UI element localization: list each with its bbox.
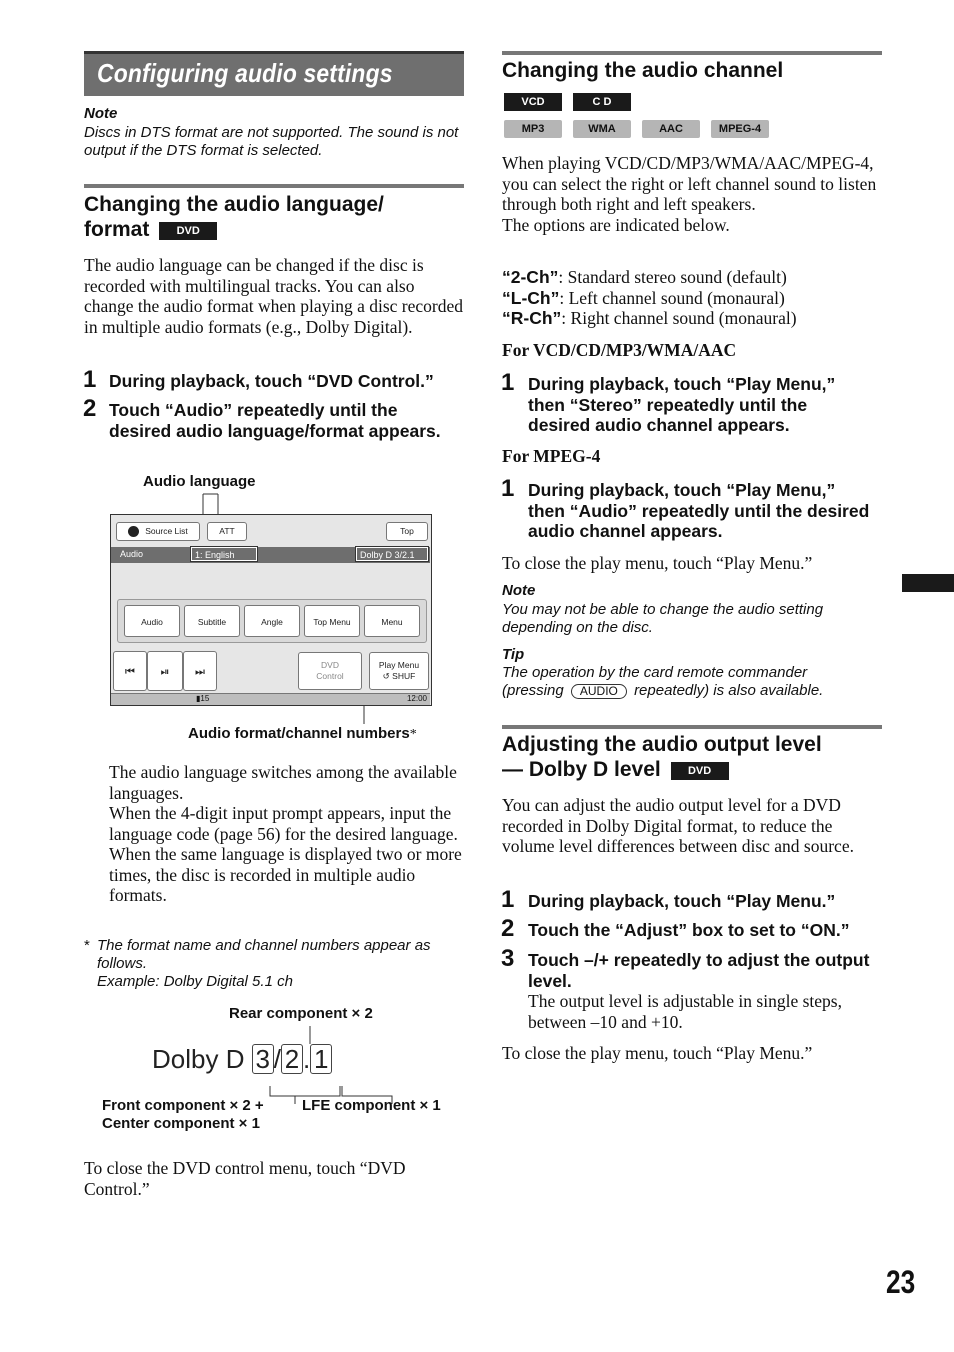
dvd-menu-panel [117, 599, 427, 643]
heading-audio-language [84, 192, 464, 242]
format-badges-row-1 [504, 92, 631, 111]
dvd-badge: DVD [671, 762, 729, 780]
previous-icon[interactable]: ⏮ [113, 651, 147, 691]
heading-line-1: Adjusting the audio output level [502, 733, 822, 756]
section-divider [502, 51, 882, 55]
audio-language-value: 1: English [191, 547, 257, 561]
step-number: 1 [83, 366, 97, 393]
footnote-text: The format name and channel numbers appear as follows. [97, 937, 431, 972]
subtitle-button[interactable]: Subtitle [184, 605, 240, 637]
note-text: You may not be able to change the audio setting depending on the disc. [502, 601, 824, 636]
cd-badge: C D [573, 93, 631, 111]
heading-line-2: — Dolby D level [502, 758, 661, 781]
vcd-badge: VCD [504, 93, 562, 111]
front-digit-box: 2 [281, 1044, 303, 1074]
format-badges-row-2 [504, 119, 769, 138]
note-label: Note [502, 582, 536, 599]
channel-intro: When playing VCD/CD/MP3/WMA/AAC/MPEG-4, you can select the right or left channel sound to listen through both right and left speakers. The options are indicated below. [502, 153, 877, 235]
source-list-button[interactable]: Source List [116, 522, 200, 541]
play-pause-icon[interactable]: ⏯ [147, 651, 183, 691]
top-menu-button[interactable]: Top Menu [304, 605, 360, 637]
option-rch: “R-Ch”: Right channel sound (monaural) [502, 308, 797, 328]
output-step-1: During playback, touch “Play Menu.” [528, 891, 836, 911]
intro-paragraph: The audio language can be changed if the disc is recorded with multilingual tracks. You can also change the audio format when playing a disc recorded in multiple audio formats (e.g., Dolby Digital). [84, 255, 464, 337]
vcd-step-text: During playback, touch “Play Menu,” then “Stereo” repeatedly until the desired audio channel appears. [528, 374, 836, 435]
subheading-mpeg4: For MPEG-4 [502, 446, 601, 466]
page-number: 23 [886, 1264, 916, 1300]
chapter-tab-marker [902, 574, 954, 592]
audio-button[interactable]: Audio [124, 605, 180, 637]
audio-info-bar [111, 547, 430, 563]
page-title: Configuring audio settings [97, 58, 393, 88]
aac-badge: AAC [642, 120, 700, 138]
option-lch: “L-Ch”: Left channel sound (monaural) [502, 287, 785, 308]
heading-line-1: Changing the audio language/ [84, 193, 384, 216]
clock: 12:00 [406, 694, 427, 703]
dolby-format-display: Dolby D 3 / 2 . 1 [152, 1044, 332, 1075]
mpeg4-badge: MPEG-4 [711, 120, 769, 138]
callout-audio-format: Audio format/channel numbers* [188, 725, 417, 742]
output-step-3-detail: The output level is adjustable in single steps, between –10 and +10. [528, 991, 842, 1032]
after-step-text: The audio language switches among the available languages. When the 4-digit input prompt appears, input the language code (page 56) for the desired language. When the same language is displayed two or more times, the disc is recorded in multiple audio formats. [109, 762, 462, 905]
callout-audio-language: Audio language [143, 473, 256, 490]
section-title-bar [84, 51, 464, 96]
footnote-star: * [84, 937, 90, 954]
step-2-text: Touch “Audio” repeatedly until the desired audio language/format appears. [109, 400, 441, 441]
section-divider [84, 184, 464, 188]
step-number: 2 [83, 395, 97, 422]
rear-digit-box: 3 [252, 1044, 274, 1074]
shuffle-icon: ↺ [382, 671, 390, 681]
lfe-digit-box: 1 [310, 1044, 332, 1074]
rear-component-label: Rear component × 2 [229, 1005, 373, 1022]
status-bar [111, 693, 430, 705]
section-divider [502, 725, 882, 729]
footnote-example: Example: Dolby Digital 5.1 ch [97, 973, 293, 990]
note-label: Note [84, 105, 118, 122]
audio-format-value: Dolby D 3/2.1 [356, 547, 428, 561]
top-button[interactable]: Top [386, 522, 428, 541]
angle-button[interactable]: Angle [244, 605, 300, 637]
note-text: Discs in DTS format are not supported. The sound is not output if the DTS format is selected. [84, 124, 459, 159]
heading-output-level [502, 732, 882, 782]
mpeg4-step-text: During playback, touch “Play Menu,” then “Audio” repeatedly until the desired audio channel appears. [528, 480, 870, 541]
volume-indicator: ▮15 [196, 694, 210, 703]
volume-icon: ▮ [196, 694, 201, 703]
wma-badge: WMA [573, 120, 631, 138]
front-component-label: Front component × 2 + Center component × 1 [102, 1097, 264, 1132]
step-number: 3 [501, 945, 515, 972]
step-1-text: During playback, touch “DVD Control.” [109, 371, 434, 391]
audio-key: AUDIO [571, 684, 627, 699]
close-play-menu-text: To close the play menu, touch “Play Menu.” [502, 1043, 813, 1063]
output-step-2: Touch the “Adjust” box to set to “ON.” [528, 920, 850, 940]
att-button[interactable]: ATT [207, 522, 247, 541]
step-number: 1 [501, 886, 515, 913]
mp3-badge: MP3 [504, 120, 562, 138]
close-dvd-control-text: To close the DVD control menu, touch “DVD Control.” [84, 1158, 406, 1199]
channel-options [502, 267, 882, 329]
source-icon [128, 526, 139, 537]
dvd-control-button[interactable]: DVD Control [298, 652, 362, 690]
next-icon[interactable]: ⏭ [183, 651, 217, 691]
output-intro: You can adjust the audio output level for a DVD recorded in Dolby Digital format, to reduce the volume level differences between disc and source. [502, 795, 854, 856]
audio-label: Audio [120, 549, 144, 559]
tip-text: The operation by the card remote commander (pressing AUDIO repeatedly) is also available. [502, 664, 824, 699]
tip-label: Tip [502, 646, 525, 663]
dvd-control-screen [110, 514, 432, 706]
step-number: 2 [501, 915, 515, 942]
heading-line-2: format [84, 218, 150, 241]
subheading-vcd: For VCD/CD/MP3/WMA/AAC [502, 340, 737, 360]
heading-audio-channel: Changing the audio channel [502, 59, 784, 82]
close-play-menu-text: To close the play menu, touch “Play Menu.” [502, 553, 813, 573]
output-step-3: Touch –/+ repeatedly to adjust the output level. [528, 950, 870, 991]
dvd-badge: DVD [159, 222, 217, 240]
lfe-component-label: LFE component × 1 [302, 1097, 441, 1114]
step-number: 1 [501, 369, 515, 396]
menu-button[interactable]: Menu [364, 605, 420, 637]
option-2ch: “2-Ch”: Standard stereo sound (default) [502, 267, 787, 287]
step-number: 1 [501, 475, 515, 502]
play-menu-button[interactable]: Play Menu ↺ SHUF [369, 652, 429, 690]
